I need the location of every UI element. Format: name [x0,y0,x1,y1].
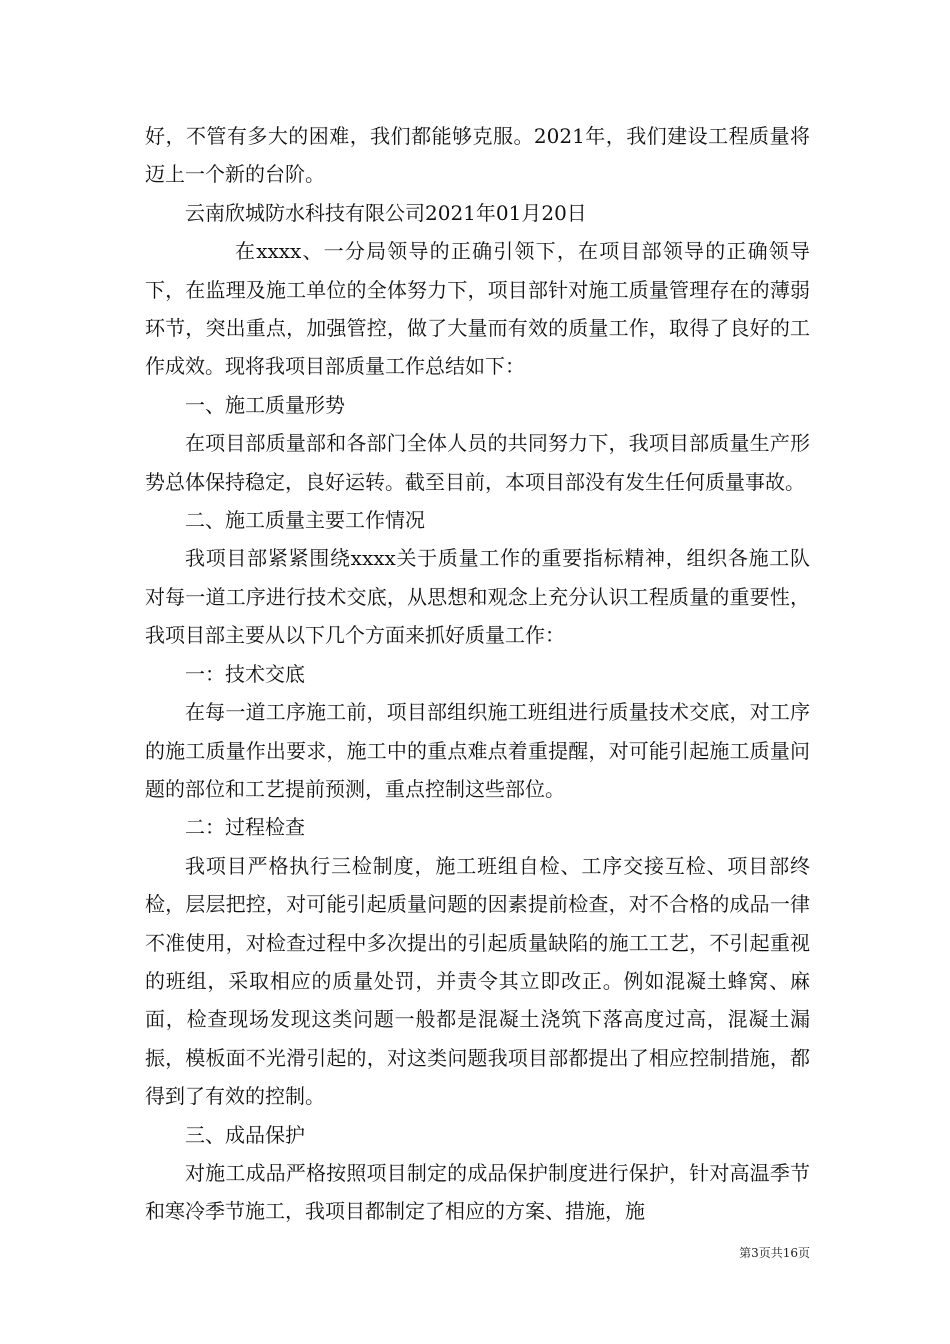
paragraph-main-work: 我项目部紧紧围绕xxxx关于质量工作的重要指标精神，组织各施工队对每一道工序进行技术交底，从思想和观念上充分认识工程质量的重要性，我项目部主要从以下几个方面来抓好质量工作： [145,546,810,648]
paragraph-product-protection: 对施工成品严格按照项目制定的成品保护制度进行保护，针对高温季节和寒冷季节施工，我项目都制定了相应的方案、措施，施 [145,1160,810,1224]
document-body [145,117,810,1231]
section-heading-1: 一、施工质量形势 [185,392,345,417]
signature-line: 云南欣城防水科技有限公司2021年01月20日 [185,200,587,225]
paragraph-quality-situation: 在项目部质量部和各部门全体人员的共同努力下，我项目部质量生产形势总体保持稳定，良好运转。截至目前，本项目部没有发生任何质量事故。 [145,431,810,494]
page-number-footer: 第3页共16页 [739,1246,810,1260]
paragraph-conclusion: 好，不管有多大的困难，我们都能够克服。2021年，我们建设工程质量将迈上一个新的台阶。 [145,124,810,187]
paragraph-intro: 在xxxx、一分局领导的正确引领下，在项目部领导的正确领导下，在监理及施工单位的全体努力下，项目部针对施工质量管理存在的薄弱环节，突出重点，加强管控，做了大量而有效的质量工作，取得了良好的工作成效。现将我项目部质量工作总结如下： [145,239,810,379]
subheading-technical-briefing: 一：技术交底 [185,661,305,686]
subheading-process-inspection: 二：过程检查 [185,815,305,840]
section-heading-2: 二、施工质量主要工作情况 [185,508,425,533]
paragraph-technical-briefing: 在每一道工序施工前，项目部组织施工班组进行质量技术交底，对工序的施工质量作出要求，施工中的重点难点着重提醒，对可能引起施工质量问题的部位和工艺提前预测，重点控制这些部位。 [145,700,810,801]
paragraph-process-inspection: 我项目严格执行三检制度，施工班组自检、工序交接互检、项目部终检，层层把控，对可能引起质量问题的因素提前检查，对不合格的成品一律不准使用，对检查过程中多次提出的引起质量缺陷的施工工艺，不引起重视的班组，采取相应的质量处罚，并责令其立即改正。例如混凝土蜂窝、麻面，检查现场发现这类问题一般都是混凝土浇筑下落高度过高，混凝土漏振，模板面不光滑引起的，对这类问题我项目部都提出了相应控制措施，都得到了有效的控制。 [145,853,810,1109]
section-heading-3: 三、成品保护 [185,1122,305,1147]
